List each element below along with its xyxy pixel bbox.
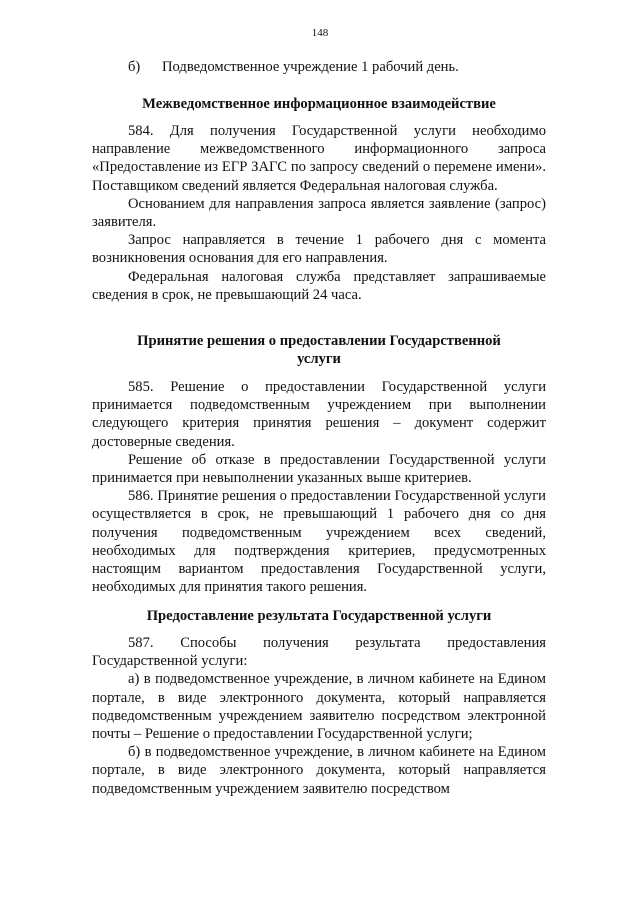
section-heading: Предоставление результата Государственной услуги xyxy=(146,608,492,624)
paragraph: 586. Принятие решения о предоставлении Государственной услуги осуществляется в срок, не превышающий 1 рабочего дня со дня получения подведомственным учреждением всех сведений, необходимых для подтверждения критериев, предусмотренных настоящим вариантом предоставления Государственной услуги, необходимых для принятия такого решения. xyxy=(92,488,546,596)
paragraph: 587. Способы получения результата предоставления Государственной услуги: xyxy=(92,635,546,670)
section-interagency-body xyxy=(92,122,546,304)
list-item-b: б) в подведомственное учреждение, в личном кабинете на Едином портале, в виде электронного документа, который направляется подведомственным учреждением заявителю посредством xyxy=(92,744,546,797)
top-list-item xyxy=(92,58,546,76)
section-decision xyxy=(92,332,546,368)
section-interagency xyxy=(92,95,546,113)
paragraph: Решение об отказе в предоставлении Государственной услуги принимается при невыполнении указанных выше критериев. xyxy=(92,451,546,487)
paragraph: 584. Для получения Государственной услуги необходимо направление межведомственного информационного запроса «Предоставление из ЕГР ЗАГС по запросу сведений о перемене имени». Поставщиком сведений является Федеральная налоговая служба. xyxy=(92,123,546,194)
paragraph: Федеральная налоговая служба представляет запрашиваемые сведения в срок, не превышающий 24 часа. xyxy=(92,268,546,303)
section-result-body xyxy=(92,634,546,798)
section-decision-body xyxy=(92,378,546,596)
page-number: 148 xyxy=(311,27,329,39)
list-text: Подведомственное учреждение 1 рабочий день. xyxy=(162,59,459,75)
paragraph: Основанием для направления запроса является заявление (запрос) заявителя. xyxy=(92,195,546,231)
section-heading: Межведомственное информационное взаимодействие xyxy=(142,96,496,112)
section-heading-line-2: услуги xyxy=(297,351,341,368)
paragraph: Запрос направляется в течение 1 рабочего дня с момента возникновения основания для его направления. xyxy=(92,232,546,267)
list-item-a: а) в подведомственное учреждение, в личном кабинете на Едином портале, в виде электронного документа, который направляется подведомственным учреждением заявителю посредством электронной почты – Решение о предоставлении Государственной услуги; xyxy=(92,671,546,743)
section-result xyxy=(92,607,546,625)
paragraph: 585. Решение о предоставлении Государственной услуги принимается подведомственным учреждением при выполнении следующего критерия принятия решения – документ содержит достоверные сведения. xyxy=(92,379,546,450)
list-marker: б) xyxy=(128,59,141,75)
section-heading-line-1: Принятие решения о предоставлении Государственной xyxy=(137,333,501,349)
